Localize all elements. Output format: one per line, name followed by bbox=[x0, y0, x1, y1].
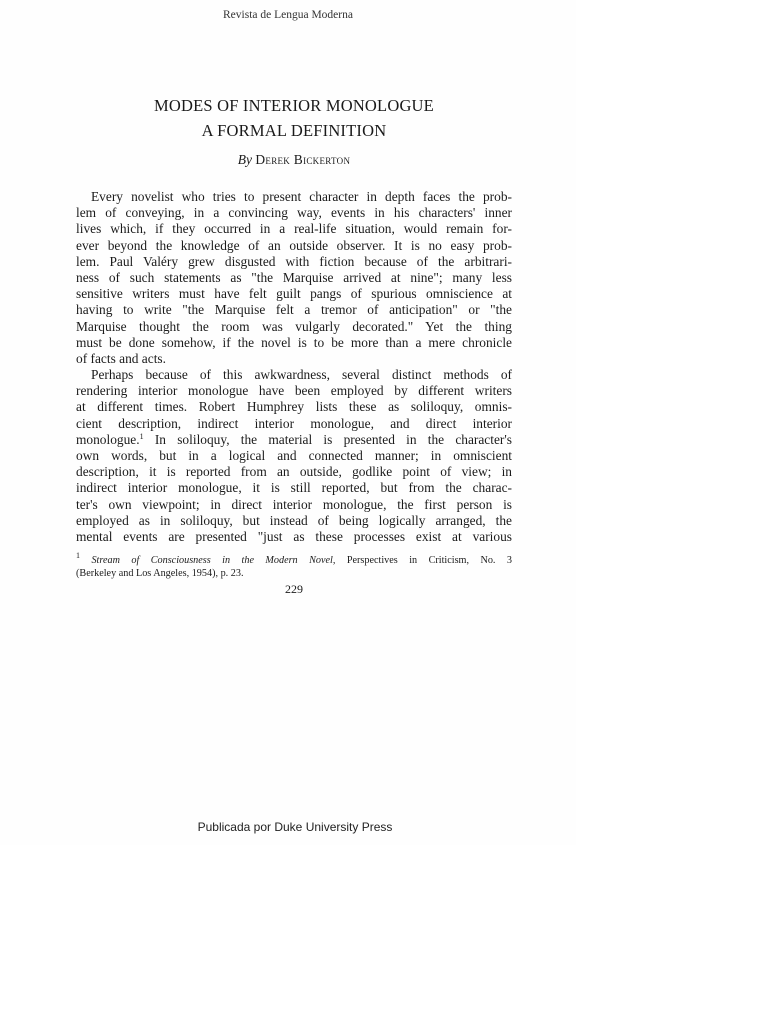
footnote-line: (Berkeley and Los Angeles, 1954), p. 23. bbox=[76, 567, 244, 579]
body-line: description, it is reported from an outside, godlike point of view; in bbox=[76, 464, 512, 480]
body-line: of facts and acts. bbox=[76, 350, 166, 366]
body-line: lem of conveying, in a convincing way, events in his characters' inner bbox=[76, 205, 512, 221]
body-line: indirect interior monologue, it is still reported, but from the charac- bbox=[76, 480, 512, 496]
publisher-credit: Publicada por Duke University Press bbox=[197, 820, 393, 834]
body-line: own words, but in a logical and connected manner; in omniscient bbox=[76, 448, 512, 463]
body-line: must be done somehow, if the novel is to be more than a mere chronicle bbox=[76, 334, 512, 350]
body-line: ever beyond the knowledge of an outside observer. It is no easy prob- bbox=[76, 237, 512, 253]
footnote bbox=[76, 551, 512, 580]
footnote-reference: 1 bbox=[139, 431, 144, 441]
journal-header: Revista de Lengua Moderna bbox=[223, 9, 353, 21]
article-title-line2: A FORMAL DEFINITION bbox=[201, 121, 387, 140]
body-line: sensitive writers must have felt guilt pangs of spurious omniscience at bbox=[76, 286, 512, 302]
body-line: lives which, if they occurred in a real-life situation, would remain for- bbox=[76, 221, 512, 237]
body-line: ter's own viewpoint; in direct interior monologue, the first person is bbox=[76, 496, 512, 512]
body-line: rendering interior monologue have been employed by different writers bbox=[76, 383, 512, 399]
body-line: employed as in soliloquy, but instead of being logically arranged, the bbox=[76, 512, 512, 528]
article-body bbox=[76, 189, 512, 545]
body-line: lem. Paul Valéry grew disgusted with fiction because of the arbitrari- bbox=[76, 253, 512, 269]
body-line: at different times. Robert Humphrey lists these as soliloquy, omnis- bbox=[76, 399, 512, 415]
page-number: 229 bbox=[285, 582, 303, 596]
body-line: having to write "the Marquise felt a tremor of anticipation" or "the bbox=[76, 302, 512, 318]
body-line: Every novelist who tries to present character in depth faces the prob- bbox=[91, 189, 512, 204]
body-text-segment: monologue. bbox=[76, 431, 140, 447]
body-line: Marquise thought the room was vulgarly decorated." Yet the thing bbox=[76, 318, 512, 334]
article-title-line1: MODES OF INTERIOR MONOLOGUE bbox=[154, 96, 434, 115]
body-line: ness of such statements as "the Marquise arrived at nine"; many less bbox=[76, 269, 512, 285]
body-line-with-footnote bbox=[76, 432, 512, 448]
body-line: Perhaps because of this awkwardness, several distinct methods of bbox=[91, 367, 512, 383]
footnote-series: Perspectives in Criticism, No. 3 bbox=[346, 555, 512, 566]
byline bbox=[76, 152, 512, 168]
author-name: Derek Bickerton bbox=[255, 152, 351, 167]
body-line: cient description, indirect interior monologue, and direct interior bbox=[76, 415, 512, 431]
footnote-book-title: Stream of Consciousness in the Modern Novel, bbox=[91, 555, 336, 566]
body-line: mental events are presented "just as these processes exist at various bbox=[76, 528, 512, 544]
footnote-marker: 1 bbox=[76, 551, 80, 560]
byline-prefix: By bbox=[237, 152, 252, 167]
body-text-segment: In soliloquy, the material is presented in the character's bbox=[154, 431, 512, 447]
footnote-line bbox=[76, 551, 512, 568]
